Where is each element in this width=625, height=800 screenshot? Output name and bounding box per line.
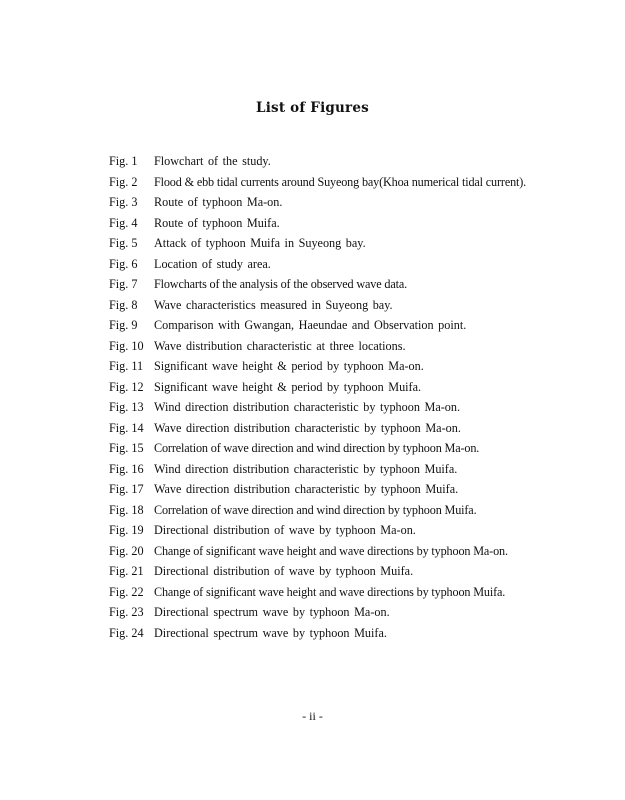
figure-label: Fig. 16	[109, 461, 144, 476]
figure-label: Fig. 15	[109, 441, 144, 455]
figure-entry	[109, 213, 609, 234]
figure-caption: Route of typhoon Muifa.	[154, 215, 280, 230]
figure-entry	[109, 172, 609, 193]
figure-label: Fig. 18	[109, 502, 144, 517]
figure-entry	[109, 192, 609, 213]
figure-entry	[109, 459, 609, 480]
figure-label: Fig. 21	[109, 564, 144, 578]
figure-caption: Route of typhoon Ma-on.	[154, 195, 283, 209]
figure-label: Fig. 5	[109, 236, 138, 250]
figure-label: Fig. 9	[109, 318, 138, 332]
figure-caption: Flowcharts of the analysis of the observed wave data.	[154, 277, 407, 291]
figure-entry	[109, 315, 609, 336]
figure-entry	[109, 254, 609, 275]
figure-caption: Wind direction distribution characteristic by typhoon Muifa.	[154, 461, 458, 476]
figure-caption: Directional spectrum wave by typhoon Ma-on.	[154, 605, 390, 619]
page-title: List of Figures	[256, 100, 369, 116]
figure-label: Fig. 24	[109, 625, 144, 640]
figure-label: Fig. 2	[109, 174, 138, 189]
page-number: - ii -	[302, 709, 323, 723]
figure-caption: Wave direction distribution characteristic by typhoon Muifa.	[154, 482, 459, 496]
figure-caption: Significant wave height & period by typhoon Muifa.	[154, 379, 422, 394]
figure-entry	[109, 500, 609, 521]
figure-list	[109, 151, 609, 643]
figure-caption: Directional distribution of wave by typhoon Muifa.	[154, 564, 414, 578]
figure-entry	[109, 397, 609, 418]
figure-label: Fig. 11	[109, 359, 144, 373]
figure-caption: Wave characteristics measured in Suyeong bay.	[154, 297, 393, 312]
figure-entry	[109, 479, 609, 500]
figure-entry	[109, 541, 609, 562]
figure-entry	[109, 582, 609, 603]
figure-caption: Change of significant wave height and wave directions by typhoon Ma-on.	[154, 543, 508, 558]
figure-label: Fig. 13	[109, 400, 144, 414]
figure-label: Fig. 17	[109, 482, 144, 496]
figure-entry	[109, 356, 609, 377]
figure-label: Fig. 14	[109, 420, 144, 435]
figure-label: Fig. 19	[109, 523, 144, 537]
figure-label: Fig. 1	[109, 154, 138, 168]
figure-entry	[109, 336, 609, 357]
figure-caption: Location of study area.	[154, 256, 271, 271]
figure-entry	[109, 520, 609, 541]
figure-entry	[109, 274, 609, 295]
figure-entry	[109, 602, 609, 623]
figure-entry	[109, 623, 609, 644]
figure-caption: Flowchart of the study.	[154, 154, 271, 168]
figure-entry	[109, 561, 609, 582]
figure-caption: Wave direction distribution characteristic by typhoon Ma-on.	[154, 420, 461, 435]
figure-label: Fig. 4	[109, 215, 138, 230]
figure-caption: Correlation of wave direction and wind direction by typhoon Ma-on.	[154, 441, 480, 455]
figure-caption: Wave distribution characteristic at three locations.	[154, 338, 406, 353]
figure-label: Fig. 12	[109, 379, 144, 394]
figure-entry	[109, 418, 609, 439]
figure-caption: Comparison with Gwangan, Haeundae and Observation point.	[154, 318, 467, 332]
figure-caption: Attack of typhoon Muifa in Suyeong bay.	[154, 236, 366, 250]
figure-label: Fig. 7	[109, 277, 138, 291]
figure-entry	[109, 233, 609, 254]
figure-entry	[109, 438, 609, 459]
figure-label: Fig. 8	[109, 297, 138, 312]
figure-caption: Directional distribution of wave by typhoon Ma-on.	[154, 523, 416, 537]
figure-label: Fig. 23	[109, 605, 144, 619]
figure-caption: Wind direction distribution characteristic by typhoon Ma-on.	[154, 400, 461, 414]
figure-label: Fig. 10	[109, 338, 144, 353]
figure-label: Fig. 3	[109, 195, 138, 209]
figure-entry	[109, 151, 609, 172]
figure-label: Fig. 22	[109, 584, 144, 599]
figure-label: Fig. 6	[109, 256, 138, 271]
figure-caption: Flood & ebb tidal currents around Suyeong bay(Khoa numerical tidal current).	[154, 174, 527, 189]
figure-entry	[109, 377, 609, 398]
figure-label: Fig. 20	[109, 543, 144, 558]
figure-caption: Directional spectrum wave by typhoon Muifa.	[154, 625, 387, 640]
figure-entry	[109, 295, 609, 316]
figure-caption: Significant wave height & period by typhoon Ma-on.	[154, 359, 424, 373]
figure-caption: Correlation of wave direction and wind direction by typhoon Muifa.	[154, 502, 477, 517]
figure-caption: Change of significant wave height and wave directions by typhoon Muifa.	[154, 584, 506, 599]
